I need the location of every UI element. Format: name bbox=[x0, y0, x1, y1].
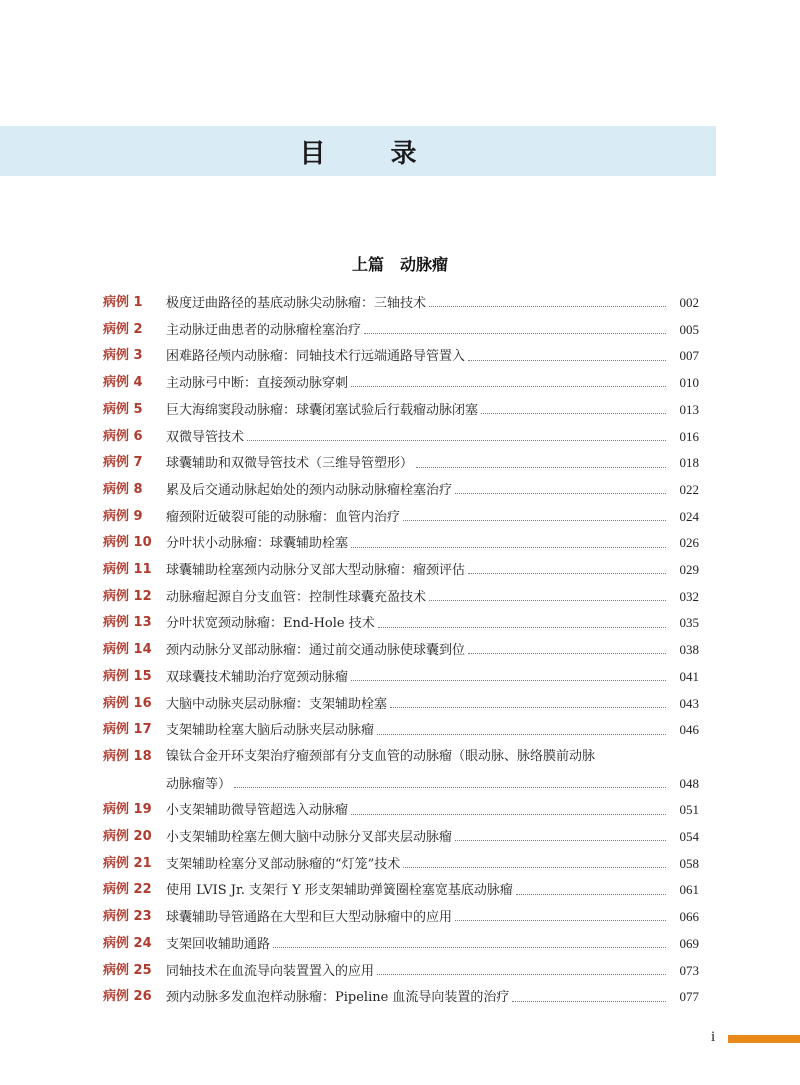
leader-dots bbox=[403, 519, 666, 521]
page-number: 005 bbox=[679, 321, 699, 337]
case-label: 病例 24 bbox=[103, 935, 152, 951]
toc-entry[interactable] bbox=[103, 664, 699, 691]
case-label: 病例 17 bbox=[103, 722, 152, 738]
toc-entry[interactable] bbox=[103, 958, 699, 985]
toc-entry[interactable] bbox=[103, 851, 699, 878]
entry-title: 球囊辅助和双微导管技术（三维导管塑形） bbox=[166, 456, 414, 472]
page-number: 058 bbox=[679, 855, 699, 871]
toc-entry[interactable] bbox=[103, 557, 699, 584]
entry-title: 支架回收辅助通路 bbox=[166, 936, 271, 952]
leader-dots bbox=[390, 706, 666, 708]
page-number: 013 bbox=[679, 401, 699, 417]
toc-entry[interactable] bbox=[103, 530, 699, 557]
entry-title: 困难路径颅内动脉瘤：同轴技术行远端通路导管置入 bbox=[166, 349, 466, 365]
leader-dots bbox=[273, 946, 666, 948]
case-label: 病例 12 bbox=[103, 588, 152, 604]
section-title: 上篇 动脉瘤 bbox=[351, 255, 448, 274]
page-number: 016 bbox=[679, 428, 699, 444]
leader-dots bbox=[351, 385, 666, 387]
leader-dots bbox=[377, 973, 666, 975]
entry-title: 极度迂曲路径的基底动脉尖动脉瘤：三轴技术 bbox=[166, 296, 427, 311]
case-label: 病例 26 bbox=[103, 989, 152, 1005]
leader-dots bbox=[364, 332, 666, 334]
toc-entry[interactable] bbox=[103, 904, 699, 931]
case-label: 病例 20 bbox=[103, 829, 152, 845]
entry-title: 分叶状宽颈动脉瘤：End-Hole 技术 bbox=[166, 616, 375, 632]
leader-dots bbox=[455, 492, 666, 494]
entry-title: 同轴技术在血流导向装置置入的应用 bbox=[166, 963, 375, 979]
case-label: 病例 9 bbox=[103, 508, 143, 524]
entry-title: 累及后交通动脉起始处的颈内动脉动脉瘤栓塞治疗 bbox=[166, 482, 453, 498]
entry-title: 小支架辅助微导管超选入动脉瘤 bbox=[166, 803, 349, 819]
toc-entry[interactable] bbox=[103, 370, 699, 397]
page-number: 069 bbox=[679, 935, 699, 951]
page-number: 007 bbox=[679, 348, 699, 364]
leader-dots bbox=[455, 919, 666, 921]
entry-title: 支架辅助栓塞分叉部动脉瘤的“灯笼”技术 bbox=[166, 856, 401, 872]
toc-entry[interactable] bbox=[103, 504, 699, 531]
leader-dots bbox=[247, 439, 666, 441]
toc-entry[interactable] bbox=[103, 584, 699, 611]
case-label: 病例 8 bbox=[103, 481, 143, 497]
leader-dots bbox=[351, 679, 666, 681]
toc-entry[interactable] bbox=[103, 637, 699, 664]
entry-title: 球囊辅助栓塞颈内动脉分叉部大型动脉瘤：瘤颈评估 bbox=[166, 563, 466, 579]
page-number: 051 bbox=[679, 802, 699, 818]
page-number: 002 bbox=[679, 295, 699, 310]
page-number: 038 bbox=[679, 642, 699, 658]
page-number: 024 bbox=[679, 508, 699, 524]
toc-entry[interactable] bbox=[103, 877, 699, 904]
entry-title: 大脑中动脉夹层动脉瘤：支架辅助栓塞 bbox=[166, 696, 388, 712]
toc-entry[interactable] bbox=[103, 290, 699, 317]
case-label: 病例 22 bbox=[103, 882, 152, 898]
page-number: 041 bbox=[679, 668, 699, 684]
case-label: 病例 18 bbox=[103, 748, 152, 764]
page-title: 目 录 bbox=[299, 138, 445, 169]
folio-bar bbox=[728, 1035, 800, 1043]
case-label: 病例 14 bbox=[103, 642, 152, 658]
toc-entry[interactable] bbox=[103, 931, 699, 958]
entry-title: 使用 LVIS Jr. 支架行 Y 形支架辅助弹簧圈栓塞宽基底动脉瘤 bbox=[166, 883, 513, 899]
entry-title: 主动脉弓中断：直接颈动脉穿刺 bbox=[166, 376, 349, 392]
page-number: 029 bbox=[679, 562, 699, 578]
case-label: 病例 25 bbox=[103, 962, 152, 978]
entry-title: 支架辅助栓塞大脑后动脉夹层动脉瘤 bbox=[166, 723, 375, 739]
leader-dots bbox=[455, 839, 666, 841]
entry-title: 动脉瘤起源自分支血管：控制性球囊充盈技术 bbox=[166, 589, 427, 605]
leader-dots bbox=[234, 786, 666, 788]
page-number: 043 bbox=[679, 695, 699, 711]
case-label: 病例 16 bbox=[103, 695, 152, 711]
case-label: 病例 3 bbox=[103, 348, 143, 364]
leader-dots bbox=[351, 546, 666, 548]
case-label: 病例 4 bbox=[103, 375, 143, 391]
entry-title: 球囊辅助导管通路在大型和巨大型动脉瘤中的应用 bbox=[166, 910, 453, 926]
entry-title: 主动脉迂曲患者的动脉瘤栓塞治疗 bbox=[166, 322, 362, 338]
toc-entry[interactable] bbox=[103, 717, 699, 744]
entry-title: 巨大海绵窦段动脉瘤：球囊闭塞试验后行载瘤动脉闭塞 bbox=[166, 402, 479, 418]
page-number: 054 bbox=[679, 829, 699, 845]
entry-title: 颈内动脉分叉部动脉瘤：通过前交通动脉使球囊到位 bbox=[166, 643, 466, 659]
case-label: 病例 7 bbox=[103, 455, 143, 471]
case-label: 病例 21 bbox=[103, 855, 152, 871]
toc-entry[interactable] bbox=[103, 317, 699, 344]
page-number: 035 bbox=[679, 615, 699, 631]
leader-dots bbox=[403, 866, 666, 868]
case-label: 病例 23 bbox=[103, 909, 152, 925]
leader-dots bbox=[481, 412, 666, 414]
case-label: 病例 11 bbox=[103, 562, 152, 578]
leader-dots bbox=[512, 1000, 666, 1002]
toc-entry[interactable] bbox=[103, 424, 699, 451]
toc-entry[interactable] bbox=[103, 450, 699, 477]
toc-entry[interactable] bbox=[103, 984, 699, 1011]
toc-entry[interactable] bbox=[103, 744, 699, 797]
title-band bbox=[0, 126, 716, 176]
toc-entry[interactable] bbox=[103, 343, 699, 370]
page-number: 022 bbox=[679, 481, 699, 497]
case-label: 病例 5 bbox=[103, 401, 143, 417]
page-number: 026 bbox=[679, 535, 699, 551]
page-number: 048 bbox=[679, 775, 699, 791]
case-label: 病例 10 bbox=[103, 535, 152, 551]
page-folio: i bbox=[711, 1029, 716, 1045]
leader-dots bbox=[468, 572, 666, 574]
entry-title: 颈内动脉多发血泡样动脉瘤：Pipeline 血流导向装置的治疗 bbox=[166, 990, 510, 1006]
entry-title: 双微导管技术 bbox=[166, 429, 245, 445]
entry-title: 分叶状小动脉瘤：球囊辅助栓塞 bbox=[166, 536, 349, 552]
page-number: 077 bbox=[679, 989, 699, 1005]
toc-entry[interactable] bbox=[103, 824, 699, 851]
page-number: 066 bbox=[679, 909, 699, 925]
leader-dots bbox=[468, 652, 666, 654]
case-label: 病例 1 bbox=[103, 295, 143, 310]
case-label: 病例 15 bbox=[103, 668, 152, 684]
page-number: 032 bbox=[679, 588, 699, 604]
leader-dots bbox=[378, 626, 666, 628]
case-label: 病例 2 bbox=[103, 321, 143, 337]
toc-entry[interactable] bbox=[103, 691, 699, 718]
leader-dots bbox=[351, 813, 666, 815]
entry-title: 双球囊技术辅助治疗宽颈动脉瘤 bbox=[166, 669, 349, 685]
page-number: 010 bbox=[679, 375, 699, 391]
toc-entry[interactable] bbox=[103, 397, 699, 424]
case-label: 病例 13 bbox=[103, 615, 152, 631]
toc-entry[interactable] bbox=[103, 610, 699, 637]
leader-dots bbox=[416, 466, 666, 468]
table-of-contents bbox=[103, 290, 699, 1011]
case-label: 病例 6 bbox=[103, 428, 143, 444]
entry-title: 镍钛合金开环支架治疗瘤颈部有分支血管的动脉瘤（眼动脉、脉络膜前动脉 bbox=[166, 748, 596, 764]
entry-title: 小支架辅助栓塞左侧大脑中动脉分叉部夹层动脉瘤 bbox=[166, 830, 453, 846]
leader-dots bbox=[377, 733, 666, 735]
page-number: 073 bbox=[679, 962, 699, 978]
case-label: 病例 19 bbox=[103, 802, 152, 818]
page-number: 061 bbox=[679, 882, 699, 898]
entry-title: 动脉瘤等） bbox=[166, 776, 232, 792]
page-number: 018 bbox=[679, 455, 699, 471]
entry-title: 瘤颈附近破裂可能的动脉瘤：血管内治疗 bbox=[166, 509, 401, 525]
leader-dots bbox=[429, 305, 666, 307]
leader-dots bbox=[468, 359, 666, 361]
page-number: 046 bbox=[679, 722, 699, 738]
toc-entry[interactable] bbox=[103, 477, 699, 504]
leader-dots bbox=[429, 599, 666, 601]
toc-entry[interactable] bbox=[103, 797, 699, 824]
leader-dots bbox=[516, 893, 666, 895]
